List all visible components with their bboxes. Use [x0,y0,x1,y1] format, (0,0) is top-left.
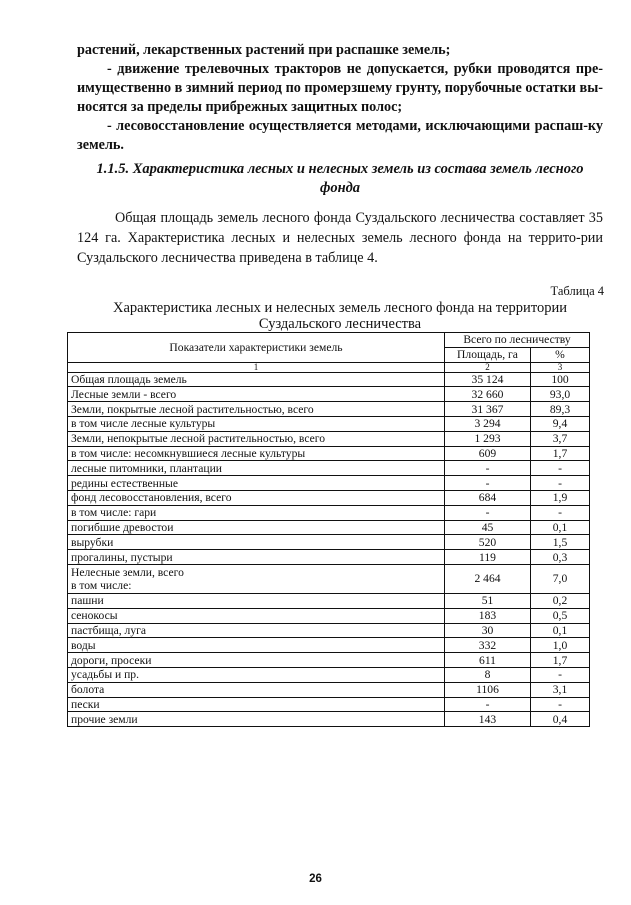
row-label [68,490,445,505]
table-row [68,387,590,402]
row-area: - [445,476,531,491]
row-percent: 0,1 [531,520,590,535]
row-area: 143 [445,712,531,727]
row-area: 609 [445,446,531,461]
row-percent: 100 [531,372,590,387]
row-label-text: пастбища, луга [71,623,147,637]
row-label [68,697,445,712]
row-label [68,712,445,727]
row-percent: 3,7 [531,431,590,446]
row-area: 31 367 [445,402,531,417]
row-label-text: усадьбы и пр. [71,668,140,682]
row-area: 684 [445,490,531,505]
row-percent: 0,1 [531,623,590,638]
row-label [68,550,445,565]
row-percent: - [531,461,590,476]
row-percent: 0,4 [531,712,590,727]
row-label-text: в том числе лесные культуры [71,417,216,431]
row-percent: 1,9 [531,490,590,505]
row-label-text: Лесные земли - всего [71,387,177,401]
row-label-text: Земли, непокрытые лесной растительностью, всего [71,432,326,446]
table-row [68,564,590,593]
table-row [68,372,590,387]
table-row [68,608,590,623]
row-area: - [445,461,531,476]
table-row [68,550,590,565]
row-area: 1106 [445,682,531,697]
row-label [68,520,445,535]
row-percent: 0,3 [531,550,590,565]
row-label [68,476,445,491]
row-label [68,623,445,638]
row-label-text: сенокосы [71,609,118,623]
table-row [68,712,590,727]
row-area: - [445,697,531,712]
row-label-text: пашни [71,594,104,608]
row-percent: - [531,697,590,712]
row-area: 35 124 [445,372,531,387]
row-percent: 7,0 [531,564,590,593]
row-percent: - [531,667,590,682]
row-area: 51 [445,593,531,608]
row-label [68,653,445,668]
table-row [68,476,590,491]
header-pct: % [531,347,590,362]
header-area: Площадь, га [445,347,531,362]
row-label-text: лесные питомники, плантации [71,461,222,475]
row-label [68,535,445,550]
land-characteristics-table [67,332,590,727]
row-area: - [445,505,531,520]
table-row [68,682,590,697]
row-label-subtext: в том числе: [71,578,132,592]
row-label [68,608,445,623]
row-label [68,446,445,461]
row-label [68,505,445,520]
row-label-text: пески [71,697,100,711]
row-area: 119 [445,550,531,565]
row-area: 520 [445,535,531,550]
row-label-text: Общая площадь земель [71,372,187,386]
row-label [68,638,445,653]
column-index: 3 [531,362,590,372]
table-row [68,461,590,476]
section-title: 1.1.5. Характеристика лесных и нелесных земель из состава земель лесного фонда [96,161,584,196]
row-percent: 93,0 [531,387,590,402]
row-area: 183 [445,608,531,623]
row-percent: 0,5 [531,608,590,623]
row-percent: - [531,476,590,491]
row-percent: 3,1 [531,682,590,697]
row-label [68,431,445,446]
row-percent: 1,5 [531,535,590,550]
row-label [68,667,445,682]
table-row [68,416,590,431]
table-row [68,446,590,461]
row-percent: 9,4 [531,416,590,431]
row-percent: 1,0 [531,638,590,653]
row-label-text: в том числе: несомкнувшиеся лесные культуры [71,446,306,460]
row-label-text: прогалины, пустыри [71,550,173,564]
row-area: 32 660 [445,387,531,402]
row-area: 30 [445,623,531,638]
row-percent: 0,2 [531,593,590,608]
row-label-text: Земли, покрытые лесной растительностью, всего [71,402,314,416]
table-row [68,638,590,653]
table-row [68,697,590,712]
row-percent: - [531,505,590,520]
body-paragraph: Общая площадь земель лесного фонда Суздальского лесничества составляет 35 124 га. Характеристика лесных и нелесных земель лесного фонда на террито-рии Суздальского лесничества приведена в таблице 4. [77,210,603,266]
row-label-text: дороги, просеки [71,653,152,667]
table-row [68,623,590,638]
table-row [68,431,590,446]
row-label-text: болота [71,683,105,697]
row-label-text: прочие земли [71,712,138,726]
table-row [68,505,590,520]
page-number: 26 [309,873,322,885]
row-label-text: фонд лесовосстановления, всего [71,491,232,505]
row-area: 1 293 [445,431,531,446]
row-label [68,682,445,697]
row-area: 611 [445,653,531,668]
table-row [68,593,590,608]
row-label-text: Нелесные земли, всего [71,565,184,579]
intro-line: растений, лекарственных растений при распашке земель; [77,42,451,58]
row-label [68,372,445,387]
row-label [68,461,445,476]
column-index: 1 [68,362,445,372]
row-label-text: воды [71,638,96,652]
row-label-text: вырубки [71,535,114,549]
table-row [68,535,590,550]
row-label [68,593,445,608]
row-percent: 1,7 [531,446,590,461]
table-body [68,372,590,727]
row-area: 8 [445,667,531,682]
row-percent: 1,7 [531,653,590,668]
table-row [68,653,590,668]
row-label [68,564,445,593]
table-row [68,490,590,505]
row-label-text: погибшие древостои [71,520,174,534]
column-index: 2 [445,362,531,372]
row-area: 45 [445,520,531,535]
header-indicator: Показатели характеристики земель [68,333,445,363]
row-area: 3 294 [445,416,531,431]
table-caption: Характеристика лесных и нелесных земель лесного фонда на территории Суздальского лесничества [113,300,567,332]
row-label-text: редины естественные [71,476,178,490]
table-row [68,402,590,417]
table-row [68,520,590,535]
table-number: Таблица 4 [550,284,604,298]
bullet-item-tractors: - движение трелевочных тракторов не допускается, рубки проводятся пре-имущественно в зимний период по промерзшему грунту, порубочные остатки вы-носятся за пределы прибрежных защитных полос; [77,61,603,115]
row-label-text: в том числе: гари [71,506,157,520]
table-row [68,667,590,682]
row-area: 332 [445,638,531,653]
bullet-item-reforestation: - лесовосстановление осуществляется методами, исключающими распаш-ку земель. [77,118,603,153]
row-label [68,416,445,431]
row-percent: 89,3 [531,402,590,417]
row-area: 2 464 [445,564,531,593]
header-total: Всего по лесничеству [445,333,590,348]
row-label [68,402,445,417]
row-label [68,387,445,402]
